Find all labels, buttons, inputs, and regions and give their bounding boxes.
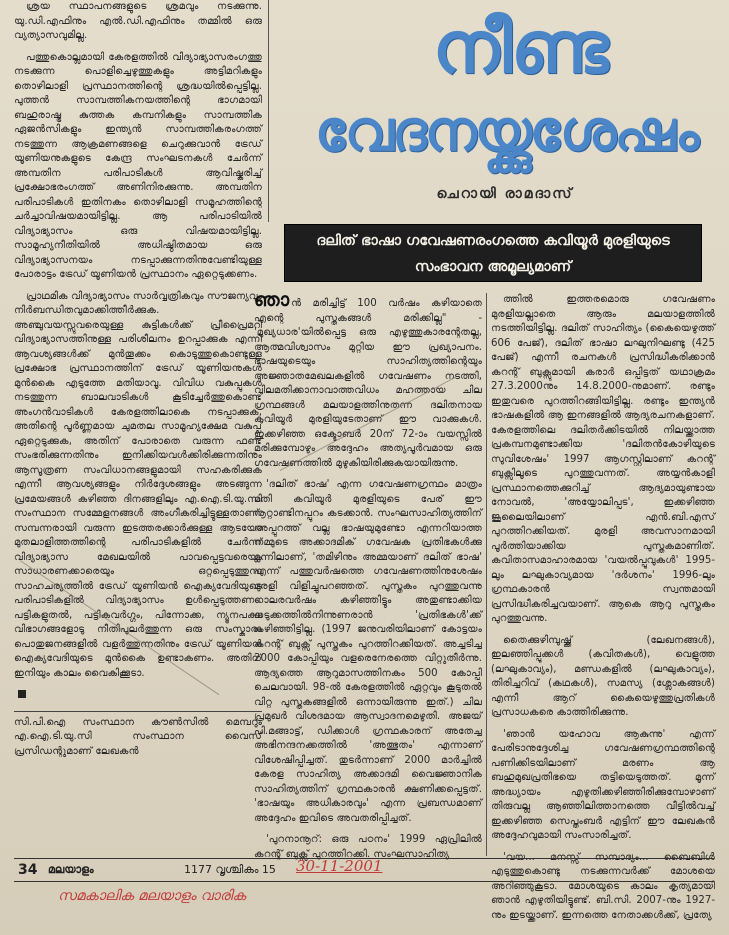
author-byline: ചെറായി രാമദാസ് xyxy=(436,186,574,202)
left-paragraph: ശ്രയ സ്ഥാപനങ്ങളുടെ ശ്രമവും നടക്കുന്നു. യു.ഡി.എഫിനും എൽ.ഡി.എഫിനും തമ്മിൽ ഒരു വ്യത്യാസവുമില്ല. xyxy=(14,1,262,41)
right-paragraph: 'ഞാൻ യഹോവ ആകുന്നു' എന്ന് പേരിടാനുദ്ദേശിച്ച ഗവേഷണഗ്രന്ഥത്തിന്റെ പണിക്കിടയിലാണ് മരണം ആ ബഹുമുഖപ്രതിഭയെ തട്ടിയെടുത്തത്. മൂന്ന് അദ്ധ്യായം എഴുതിക്കഴിഞ്ഞിരിക്കുമ്പോഴാണ് തിരുവല്ല ആഞ്ഞിലിത്താനത്തെ വീട്ടിൽവച്ച് ഇക്കഴിഞ്ഞ സെപ്തംബർ എട്ടിന് ഈ ലേഖകൻ അദ്ദേഹവുമായി സംസാരിച്ചത്. xyxy=(491,728,715,841)
left-paragraph: പത്തുകൊല്ലമായി കേരളത്തിൽ വിദ്യാഭ്യാസരംഗത്തു നടക്കുന്ന പൊളിച്ചെഴുത്തുകളും അട്ടിമറികളും തൊഴിലാളി പ്രസ്ഥാനത്തിന്റെ ശ്രദ്ധയിൽപ്പെട്ടില്ല. പുത്തൻ സാമ്പത്തികനയത്തിന്റെ ഭാഗമായി ബഹുരാഷ്ട്ര കുത്തക കമ്പനികളും സാമ്പത്തിക ഏജൻസികളും ഇന്ത്യൻ സാമ്പത്തികരംഗത്ത് നടത്തുന്ന ആക്രമണങ്ങളെ ചെറുക്കുവാൻ ട്രേഡ് യൂണിയനുകളുടെ കേന്ദ്ര സംഘടനകൾ ചേർന്ന് അമ്പതിന പരിപാടികൾ ആവിഷ്കരിച്ച് പ്രക്ഷോഭരംഗത്ത് അണിനിരക്കുന്നു. അമ്പതിന പരിപാടികൾ ഇതിനകം തൊഴിലാളി സമൂഹത്തിന്റെ ചർച്ചാവിഷയമായിട്ടില്ല. ആ പരിപാടിയിൽ വിദ്യാഭ്യാസം ഒരു വിഷയമായിട്ടില്ല. സാമൂഹ്യനീതിയിൽ അധിഷ്ഠിതമായ ഒരു വിദ്യാഭ്യാസനയം നടപ്പാക്കുന്നതിനുവേണ്ടിയുള്ള പോരാട്ടം ട്രേഡ് യൂണിയൻ പ്രസ്ഥാനം ഏറ്റെടുക്കണം. xyxy=(14,51,262,280)
drop-cap: ഞാ xyxy=(254,289,290,311)
middle-paragraph xyxy=(254,289,482,471)
headline-line1: നീണ്ട xyxy=(432,5,608,89)
subheading-box xyxy=(284,224,702,282)
right-paragraph: തൈക്കുഴിമ്പുഷ്ക്ക് (ലേഖനങ്ങൾ), ഇലഞ്ഞിപ്പൂക്കൾ (കവിതകൾ), വെളുത്ത (ലഘുകാവ്യം), മണ്ഡകളിൽ (ലഘുകാവ്യം), തിരിച്ചറിവ് (കഥകൾ), സമസ്യ (ശ്ലോകങ്ങൾ) എന്നീ ആറ് കൈയെഴുത്തുപ്രതികൾ പ്രസാധകരെ കാത്തിരിക്കുന്നു. xyxy=(491,634,715,718)
author-note: സി.പി.ഐ സംസ്ഥാന കൗൺസിൽ മെമ്പറും എ.ഐ.ടി.യു.സി സംസ്ഥാന വൈസ് പ്രസിഡന്റുമാണ് ലേഖകൻ xyxy=(14,716,262,757)
subheading-text: ദലിത് ഭാഷാ ഗവേഷണരംഗത്തെ കവിയൂർ മുരളിയുടെ സംഭാവന അമൂല്യമാണ് xyxy=(316,233,670,275)
middle-column xyxy=(254,289,482,860)
headline-line2: വേദനയ്ക്കുശേഷം xyxy=(314,99,698,164)
handwritten-note: സമകാലിക മലയാളം വാരിക xyxy=(58,888,246,904)
middle-first-text: ൻ മരിച്ചിട്ട് 100 വർഷം കഴിയാതെ എന്റെ പുസ്തകങ്ങൾ മരിക്കില്ല" - 'മുഖ്യധാര'യിൽപ്പെട്ട ഒരു എഴുത്തുകാരന്റേതല്ല, ആത്മവിശ്വാസം മുറ്റിയ ഈ പ്രഖ്യാപനം. ഭാഷയുടെയും സാഹിത്യത്തിന്റെയും അജ്ഞാതമേഖലകളിൽ ഗവേഷണം നടത്തി, വിലമതിക്കാനാവാത്തവിധം മഹത്തായ ചില ഗ്രന്ഥങ്ങൾ മലയാളത്തിനുതന്ന ദലിതനായ കവിയൂർ മുരളിയുടേതാണ് ഈ വാക്കുകൾ. ഇക്കഴിഞ്ഞ ഒക്ടോബർ 20ന് 72-ാം വയസ്സിൽ മരിക്കുമ്പോഴും അദ്ദേഹം അത്യപൂർവമായ ഒരു ഗവേഷണത്തിൽ മുഴുകിയിരിക്കുകയായിരുന്നു. xyxy=(254,298,482,469)
column-rule xyxy=(486,293,487,856)
end-mark xyxy=(18,690,26,698)
right-paragraph: 'വയ... മനസ്സ് സമ്പാദ്യം... ബൈബിൾ എടുത്തുകൊണ്ടു നടക്കുന്നവർക്ക് മോശയെ അറിഞ്ഞുകൂടാ. മോശയുടെ കാലം കൃത്യമായി ഞാൻ എഴുതിയിട്ടുണ്ട്. ബി.സി. 2007-നും 1927-നും ഇടയ്ക്കാണ്. ഇന്നത്തെ നേതാക്കൾക്ക്, പ്രത്യേ xyxy=(491,851,715,921)
page-footer xyxy=(14,858,714,882)
footer-brand: മലയാളം xyxy=(48,863,94,876)
column-divider xyxy=(14,711,262,712)
left-column xyxy=(14,0,262,855)
middle-paragraph: 'ദലിത് ഭാഷ' എന്ന ഗവേഷണഗ്രന്ഥം മാത്രം മതി കവിയൂർ മുരളിയുടെ പേര് ഈ നൂറ്റാണ്ടിനപ്പുറം കടക്കാൻ. സംഘസാഹിത്യത്തിന് അപ്പുറത്ത് വല്ല ഭാഷയുമുണ്ടോ എന്നറിയാത്ത നമ്മുടെ അക്കാദമിക് ഗവേഷക പ്രതിഭകൾക്കു മുന്നിലാണ്, 'തമിഴിനും അമ്മയാണ് ദലിത് ഭാഷ' എന്ന് പത്തുവർഷത്തെ ഗവേഷണത്തിനുശേഷം മുരളി വിളിച്ചുപറഞ്ഞത്. പുസ്തകം പുറത്തുവന്നു നാലരവർഷം കഴിഞ്ഞിട്ടും അതുണ്ടാക്കിയ നടുക്കത്തിൽനിന്നുണരാൻ 'പ്രതിഭകൾ'ക്ക് കഴിഞ്ഞിട്ടില്ല. (1997 ജനുവരിയിലാണ് കോട്ടയം കറന്റ് ബുക്സ് പുസ്തകം പുറത്തിറക്കിയത്. അച്ചടിച്ച 2000 കോപ്പിയും വളരെനേരത്തെ വിറ്റുതീർന്നു. ആദ്യത്തെ ആറുമാസത്തിനകം 500 കോപ്പി ചെലവായി. 98-ൽ കേരളത്തിൽ ഏറ്റവും കൂടുതൽ വിറ്റ പുസ്തകങ്ങളിൽ ഒന്നായിരുന്നു ഇത്.) ചില പ്രമുഖർ വിശദമായ ആസ്വാദനമെഴുതി. അജയ് പി.മങ്ങാട്ട്, ഡിക്കാൾ ഗ്രന്ഥകാരന് അതേച്ച അഭിനന്ദനക്കത്തിൽ 'അത്ഭുതം' എന്നാണ് വിശേഷിപ്പിച്ചത്. തുടർന്നാണ് 2000 മാർച്ചിൽ കേരള സാഹിത്യ അക്കാദമി വൈജ്ഞാനിക സാഹിത്യത്തിന് ഗ്രന്ഥകാരൻ ക്ഷണിക്കപ്പെട്ടത്. 'ഭാഷയും അധികാരവും' എന്ന പ്രബന്ധമാണ് അദ്ദേഹം ഇവിടെ അവതരിപ്പിച്ചത്. xyxy=(254,479,482,824)
column-rule xyxy=(268,0,269,222)
page-number: 34 xyxy=(18,862,38,878)
right-column xyxy=(491,293,715,921)
footer-issue: 1177 വൃശ്ചികം 15 xyxy=(184,863,276,876)
right-paragraph: ത്തിൽ ഇത്തരമൊരു ഗവേഷണം മുരളിയല്ലാതെ ആരും മലയാളത്തിൽ നടത്തിയിട്ടില്ല. ദലിത് സാഹിത്യം (കൈയെഴുത്ത് 606 പേജ്), ദലിത് ഭാഷാ ലഘുനിഘണ്ടു (425 പേജ്) എന്നീ രചനകൾ പ്രസിദ്ധീകരിക്കാൻ കറന്റ് ബുക്സുമായി കരാർ ഒപ്പിട്ടത് യഥാക്രമം 27.3.2000നും 14.8.2000-നുമാണ്. രണ്ടും ഇതുവരെ പുറത്തിറങ്ങിയിട്ടില്ല. രണ്ടും ഇന്ത്യൻ ഭാഷകളിൽ ആ ഇനങ്ങളിൽ ആദ്യരചനകളാണ്. കേരളത്തിലെ ദലിതർക്കിടയിൽ നിലയ്ക്കാത്ത പ്രകമ്പനമുണ്ടാക്കിയ 'ദലിതൻകോഴിയുടെ സുവിശേഷം' 1997 ആഗസ്റ്റിലാണ് കറന്റ് ബുക്സിലൂടെ പുറത്തുവന്നത്. അയ്യൻകാളി പ്രസ്ഥാനത്തെക്കുറിച്ച് ആദ്യമായുണ്ടായ നോവൽ, 'അയ്യോലിപ്പട', ഇക്കഴിഞ്ഞ ജൂലൈയിലാണ് എൻ.ബി.എസ് പുറത്തിറക്കിയത്. മുരളി അവസാനമായി പൂർത്തിയാക്കിയ പുസ്തകമാണിത്. കവിതാസമാഹാരമായ 'വയൽപ്പൂവുകൾ' 1995-ലും ലഘുകാവ്യമായ 'ദർശനം' 1996-ലും ഗ്രന്ഥകാരൻ സ്വന്തമായി പ്രസിദ്ധീകരിച്ചവയാണ്. ആകെ ആറു പുസ്തകം പുറത്തുവന്നു. xyxy=(491,294,715,624)
handwritten-date: 30-11-2001 xyxy=(296,857,383,875)
middle-paragraph: 'പുറനാനൂറ്: ഒരു പഠനം' 1999 ഏപ്രിലിൽ കറന്റ് ബുക്സ് പുറത്തിറക്കി. സംഘസാഹിത്യ xyxy=(254,834,482,860)
left-paragraph: പ്രാഥമിക വിദ്യാഭ്യാസം സാർവ്വത്രികവും സൗജന്യവും നിർബന്ധിതവുമാക്കിത്തീർക്കുക. അഞ്ചുവയസ്സുവരെയുള്ള കുട്ടികൾക്ക് പ്രീപ്രൈമറി വിദ്യാഭ്യാസത്തിനുള്ള പരിശീലനം ഉറപ്പാക്കുക എന്നീ ആവശ്യങ്ങൾക്ക് മുൻതൂക്കം കൊടുത്തുകൊണ്ടുള്ള പ്രക്ഷോഭ പ്രസ്ഥാനത്തിന് ട്രേഡ് യൂണിയനുകൾ മുൻകൈ എടുത്തേ മതിയാവൂ. വിവിധ വകുപ്പുകൾ നടത്തുന്ന ബാലവാടികൾ കൂടിച്ചേർത്തുകൊണ്ട് അംഗൻവാടികൾ കേരളത്തിലാകെ നടപ്പാക്കുക, അതിന്റെ പൂർണ്ണമായ ചുമതല സാമൂഹ്യക്ഷേമ വകുപ്പ് ഏറ്റെടുക്കുക, അതിന് പോരാതെ വരുന്ന ഫണ്ട് സംഭരിക്കുന്നതിനും ഇനിക്കിയവൾക്കിരിക്കുന്നതിനും ആസൂത്രണ സംവിധാനങ്ങളുമായി സഹകരിക്കുക എന്നീ ആവശ്യങ്ങളും നിർദ്ദേശങ്ങളും അടങ്ങുന്ന പ്രമേയങ്ങൾ കഴിഞ്ഞ ദിനങ്ങളിലും എ.ഐ.ടി.യു.സി സംസ്ഥാന സമ്മേളനങ്ങൾ അംഗീകരിച്ചിട്ടുള്ളതാണ്. സമ്പന്നരായി വരുന്ന ഇടത്തരക്കാർക്കുള്ള ആടയോ മുതലാളിത്തത്തിന്റെ പരിപാടികളിൽ ചേർന്ന് വിദ്യാഭ്യാസ മേഖലയിൽ പാവപ്പെട്ടവരെയും സാധാരണക്കാരെയും ഒറ്റപ്പെടുത്തുന്ന സാഹചര്യത്തിൽ ട്രേഡ് യൂണിയൻ ഐക്യവേദിയുടെ പരിപാടികളിൽ വിദ്യാഭ്യാസം ഉൾപ്പെടുത്തണം. പട്ടികളുതൽ, പട്ടികവർഗ്ഗം, പിന്നോക്ക, ന്യൂനപക്ഷ വിഭാഗങ്ങളോടു നീതിപുലർത്തുന്ന ഒരു സംസ്കാരം പൊതുജനങ്ങളിൽ വളർത്തുന്നതിനും ട്രേഡ് യൂണിയൻ ഐക്യവേദിയുടെ മുൻകൈ ഉണ്ടാകണം. അതിന് ഇനിയും കാലം വൈകിക്കൂടാ. xyxy=(14,290,262,679)
